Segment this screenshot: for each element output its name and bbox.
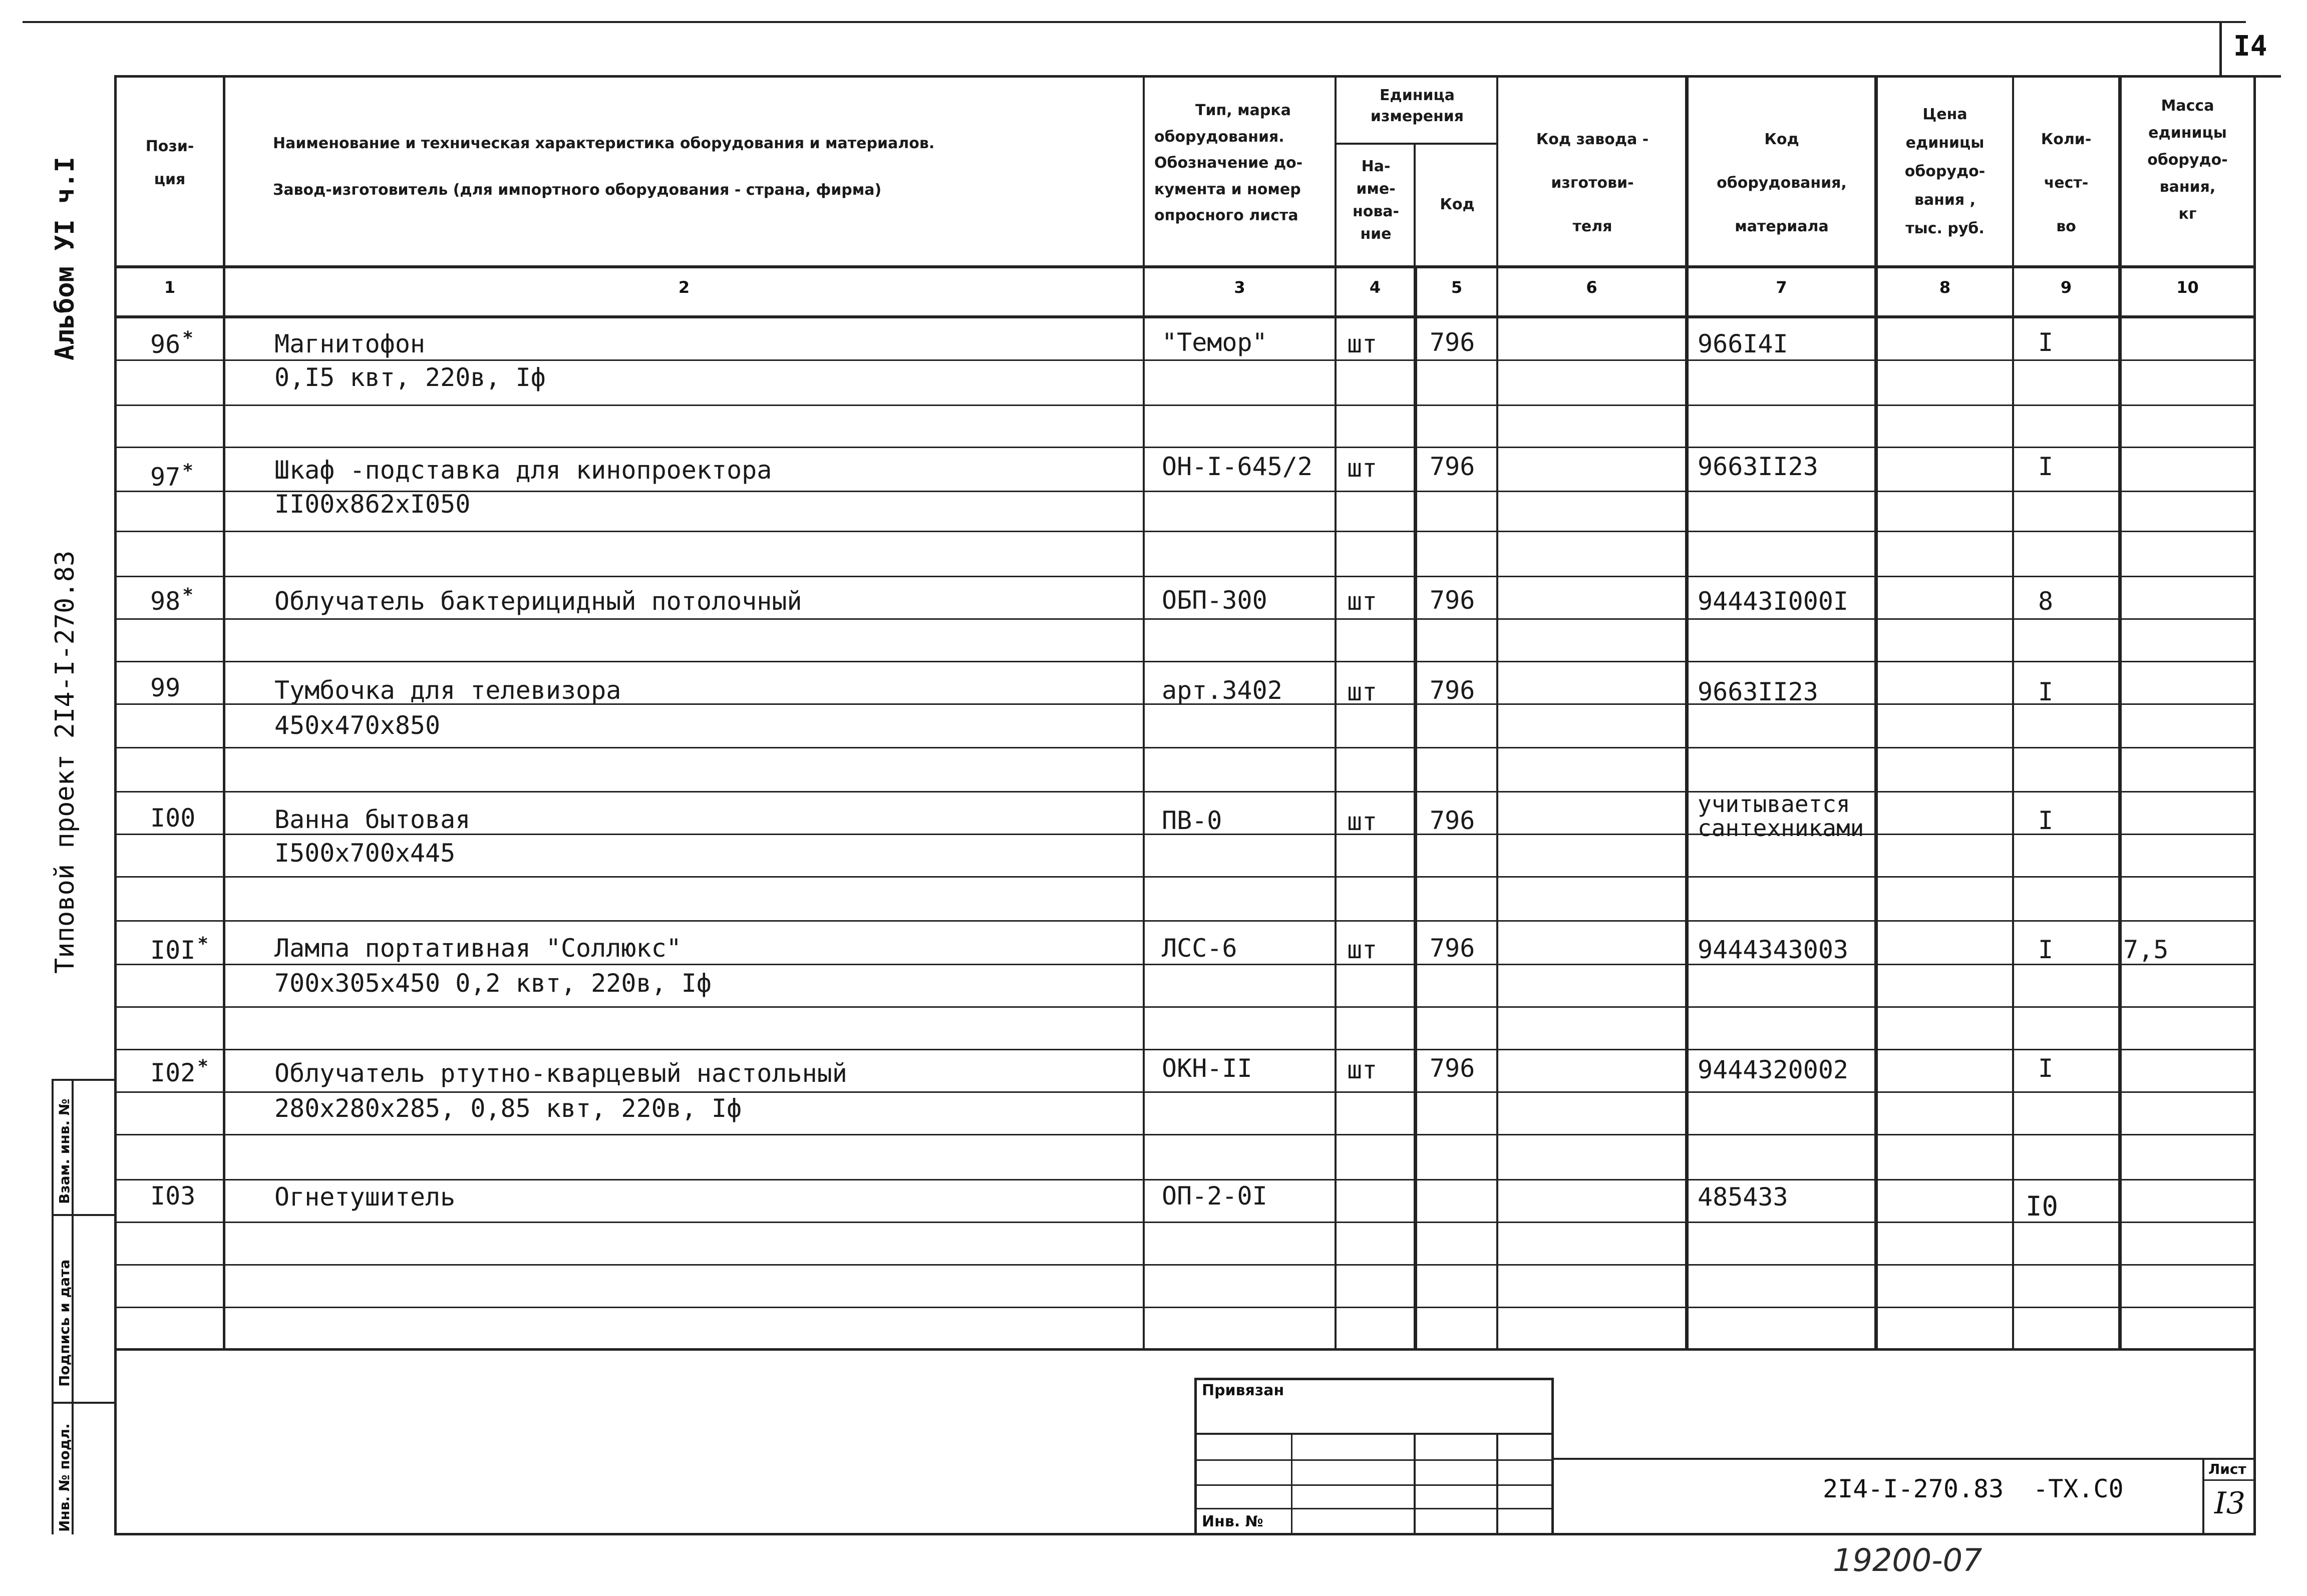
title-block-sheet-sep — [2202, 1458, 2204, 1534]
bind-box-line — [1194, 1433, 1553, 1435]
row-type: ОБП-300 — [1162, 586, 1267, 615]
column-number: 1 — [164, 278, 176, 297]
row-name: Тумбочка для телевизора — [274, 676, 621, 705]
row-type: ОП-2-0I — [1162, 1181, 1267, 1211]
row-position: 98 * — [150, 585, 193, 616]
column-number: 2 — [678, 278, 690, 297]
row-quantity: I — [2038, 1054, 2054, 1083]
row-equipment-code: 9663II23 — [1698, 677, 1818, 706]
header-unit-group: Единица измерения — [1370, 87, 1464, 125]
row-unit: шт — [1347, 1055, 1378, 1084]
row-position: 99 — [150, 673, 181, 702]
column-number: 3 — [1234, 278, 1245, 297]
header-equipment-code: Код оборудования, материала — [1717, 131, 1847, 235]
row-quantity: I — [2038, 677, 2054, 706]
row-unit-code: 796 — [1430, 806, 1475, 835]
column-number: 6 — [1586, 278, 1597, 297]
row-position: I02 * — [150, 1056, 208, 1087]
bind-box-col — [1496, 1433, 1498, 1533]
row-unit-code: 796 — [1430, 676, 1475, 705]
project-label: Типовой проект 2I4-I-270.83 — [50, 550, 80, 974]
row-name: Облучатель ртутно-кварцевый настольный — [274, 1059, 847, 1088]
row-equipment-code: 966I4I — [1698, 329, 1788, 358]
row-line — [114, 1179, 2255, 1180]
row-line — [114, 1307, 2255, 1308]
row-line — [114, 1264, 2255, 1266]
row-line — [114, 1049, 2255, 1050]
header-position: Пози- ция — [145, 138, 194, 188]
row-spec: 280х280х285, 0,85 квт, 220в, Iф — [274, 1094, 742, 1123]
row-line — [114, 920, 2255, 922]
bind-box-line — [1194, 1484, 1553, 1486]
column-number: 7 — [1776, 278, 1787, 297]
row-quantity: I — [2038, 806, 2054, 835]
row-type: ОКН-II — [1162, 1054, 1252, 1083]
row-unit: шт — [1347, 587, 1378, 616]
row-equipment-code: 485433 — [1698, 1182, 1788, 1212]
bind-box-left — [1194, 1378, 1197, 1534]
row-line — [114, 747, 2255, 748]
row-equipment-code: 94443I000I — [1698, 587, 1849, 616]
row-position: I0I * — [150, 934, 208, 965]
numbers-bottom-line — [114, 315, 2255, 318]
row-name: Огнетушитель — [274, 1182, 456, 1212]
sheet-box-left — [2219, 21, 2222, 77]
column-number: 9 — [2060, 278, 2072, 297]
unit-group-line — [1335, 143, 1498, 145]
column-number: 5 — [1451, 278, 1463, 297]
row-position: I00 — [150, 804, 196, 833]
header-bottom-line — [114, 265, 2255, 268]
row-quantity: I0 — [2026, 1190, 2059, 1222]
row-line — [114, 531, 2255, 532]
row-position: 96 * — [150, 328, 193, 359]
header-unit-code: Код — [1440, 196, 1475, 213]
doc-code: 2I4-I-270.83 — [1823, 1474, 2004, 1503]
sheet-value: I3 — [2214, 1486, 2245, 1521]
row-line — [114, 1222, 2255, 1223]
doc-suffix: -ТХ.С0 — [2033, 1474, 2124, 1503]
row-unit: шт — [1347, 935, 1378, 964]
row-type: ПВ-0 — [1162, 806, 1222, 835]
row-position: I03 — [150, 1181, 196, 1211]
row-spec: II00х862хI050 — [274, 490, 471, 519]
title-block-sheet-line — [2202, 1479, 2256, 1481]
row-quantity: I — [2038, 328, 2054, 357]
header-unit-name: На- име- нова- ние — [1352, 158, 1400, 243]
title-block-top — [1551, 1458, 2256, 1460]
bind-box-line — [1194, 1459, 1553, 1461]
stamp-inv-podl: Инв. № подл. — [56, 1423, 73, 1532]
bind-box-line — [1194, 1508, 1553, 1509]
row-unit: шт — [1347, 329, 1378, 358]
row-line — [114, 1134, 2255, 1135]
header-type: Тип, марка оборудования. Обозначение до- кумента и номер опросного листа — [1154, 102, 1303, 224]
col-line-4 — [1414, 268, 1417, 1349]
header-name: Наименование и техническая характеристика оборудования и материалов. Завод-изготовитель (для импортного оборудования - страна, фирма) — [273, 135, 935, 199]
row-mass: 7,5 — [2123, 935, 2169, 964]
row-line — [114, 791, 2255, 792]
header-quantity: Коли- чест- во — [2041, 131, 2092, 235]
row-name: Ванна бытовая — [274, 805, 471, 834]
sheet-number: I4 — [2233, 30, 2267, 63]
header-mass: Масса единицы оборудо- вания, кг — [2147, 97, 2228, 223]
stamp-line-outer — [52, 1079, 54, 1534]
row-spec: 0,I5 квт, 220в, Iф — [274, 363, 546, 392]
bind-box-col — [1291, 1433, 1292, 1533]
stamp-sep-1 — [52, 1214, 114, 1216]
column-number: 8 — [1939, 278, 1951, 297]
row-unit-code: 796 — [1430, 586, 1475, 615]
table-bottom-line — [114, 1348, 2255, 1351]
row-line — [114, 618, 2255, 620]
bind-box-top — [1194, 1378, 1553, 1380]
row-equipment-code: 9444343003 — [1698, 935, 1849, 964]
row-quantity: I — [2038, 452, 2054, 481]
row-line — [114, 661, 2255, 662]
bind-box-right — [1551, 1378, 1554, 1534]
row-equipment-code: учитывается сантехниками — [1698, 790, 1864, 842]
header-factory-code: Код завода - изготови- теля — [1536, 131, 1649, 235]
frame-top — [114, 75, 2252, 78]
row-line — [114, 359, 2255, 361]
row-line — [114, 876, 2255, 878]
row-name: Лампа портативная "Соллюкс" — [274, 934, 682, 963]
row-name: Шкаф -подставка для кинопроектора — [274, 456, 772, 485]
row-line — [114, 1006, 2255, 1008]
stamp-top — [52, 1079, 114, 1081]
bound-label: Привязан — [1202, 1382, 1284, 1399]
handwritten-number: 19200-07 — [1833, 1542, 1983, 1578]
row-type: ЛСС-6 — [1162, 934, 1237, 963]
row-line — [114, 1091, 2255, 1093]
row-unit: шт — [1347, 454, 1378, 483]
row-position: 97 * — [150, 461, 193, 492]
sheet-label: Лист — [2208, 1461, 2246, 1477]
row-unit-code: 796 — [1430, 1054, 1475, 1083]
row-unit: шт — [1347, 677, 1378, 706]
row-type: арт.3402 — [1162, 676, 1282, 705]
row-unit: шт — [1347, 807, 1378, 836]
row-unit-code: 796 — [1430, 934, 1475, 963]
row-name: Магнитофон — [274, 329, 426, 358]
top-rule — [23, 21, 2246, 23]
row-equipment-code: 9444320002 — [1698, 1055, 1849, 1084]
row-spec: 700х305х450 0,2 квт, 220в, Iф — [274, 969, 712, 998]
row-unit-code: 796 — [1430, 452, 1475, 481]
row-equipment-code: 9663II23 — [1698, 452, 1818, 481]
stamp-signature-date: Подпись и дата — [56, 1259, 73, 1387]
header-price: Цена единицы оборудо- вания , тыс. руб. — [1904, 106, 1986, 237]
row-quantity: 8 — [2038, 587, 2054, 616]
row-spec: 450х470х850 — [274, 711, 441, 740]
column-number: 10 — [2176, 278, 2199, 297]
stamp-sep-2 — [52, 1402, 114, 1404]
row-type: "Темор" — [1162, 328, 1267, 357]
inv-label: Инв. № — [1202, 1513, 1263, 1530]
column-number: 4 — [1369, 278, 1381, 297]
stamp-vzam-inv: Взам. инв. № — [56, 1098, 73, 1204]
row-line — [114, 576, 2255, 577]
album-label: Альбом УI ч.I — [50, 157, 80, 360]
row-line — [114, 447, 2255, 448]
row-spec: I500х700х445 — [274, 839, 456, 868]
row-quantity: I — [2038, 935, 2054, 964]
bind-box-col — [1414, 1433, 1416, 1533]
frame-right — [2253, 75, 2256, 1534]
row-name: Облучатель бактерицидный потолочный — [274, 587, 802, 616]
row-line — [114, 964, 2255, 965]
row-line — [114, 405, 2255, 406]
frame-bottom — [114, 1533, 2256, 1535]
row-type: ОН-I-645/2 — [1162, 452, 1313, 481]
row-unit-code: 796 — [1430, 328, 1475, 357]
